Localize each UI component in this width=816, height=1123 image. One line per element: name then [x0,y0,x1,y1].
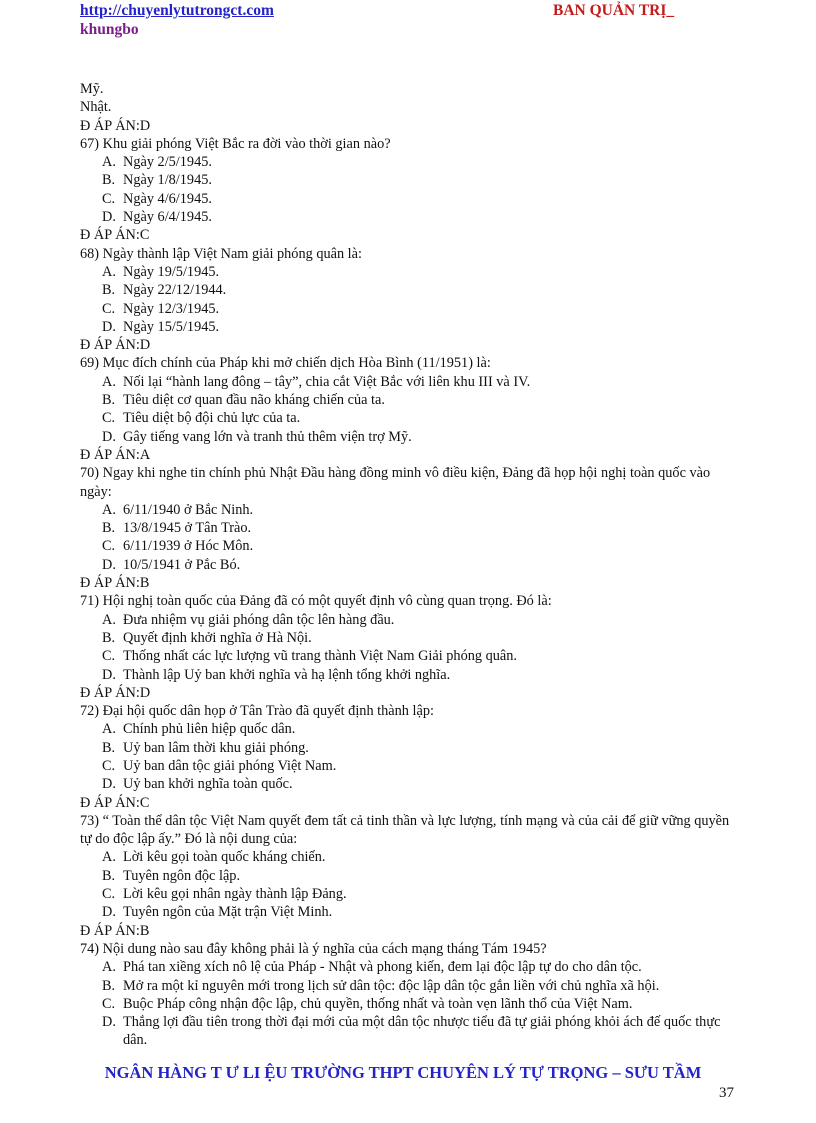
option-letter: A. [102,611,116,628]
option-text: Quyết định khởi nghĩa ở Hà Nội. [123,629,312,646]
option-letter: A. [102,721,116,738]
document-body [80,80,740,1050]
option-text: Thành lập Uỷ ban khởi nghĩa và hạ lệnh tổng khởi nghĩa. [123,666,451,683]
option-letter: A. [102,154,116,171]
question-text: 67) Khu giải phóng Việt Bắc ra đời vào thời gian nào? [80,135,391,152]
option-letter: C. [102,757,116,774]
option-text: Tuyên ngôn của Mặt trận Việt Minh. [123,904,333,921]
answer-option [80,153,740,171]
option-letter: D. [102,556,116,573]
answer-option [80,391,740,409]
option-text: Uỷ ban lâm thời khu giải phóng. [123,739,309,756]
option-text: Mở ra một kỉ nguyên mới trong lịch sử dân tộc: độc lập dân tộc gắn liền với chủ nghĩa xã hội. [123,977,660,994]
option-letter: B. [102,520,116,537]
answer-option [80,848,740,866]
answer-option [80,428,740,446]
answer-line: Đ ÁP ÁN:A [80,446,151,463]
option-letter: B. [102,282,116,299]
option-text: Ngày 22/12/1944. [123,282,227,299]
option-text: Lời kêu gọi toàn quốc kháng chiến. [123,849,326,866]
option-letter: A. [102,959,116,976]
option-text: 13/8/1945 ở Tân Trào. [123,520,252,537]
header-admin-label: BAN QUẢN TRỊ_ [553,2,675,19]
answer-option [80,775,740,793]
option-letter: A. [102,849,116,866]
option-letter: D. [102,666,116,683]
answer-option [80,501,740,519]
answer-line: Đ ÁP ÁN:C [80,794,150,811]
answer-option [80,300,740,318]
option-text: Tuyên ngôn độc lập. [123,867,241,884]
option-text: 6/11/1939 ở Hóc Môn. [123,538,254,555]
option-text: Thống nhất các lực lượng vũ trang thành Việt Nam Giải phóng quân. [123,648,517,665]
answer-option [80,519,740,537]
answer-option [80,263,740,281]
answer-option [80,958,740,976]
question-text: 68) Ngày thành lập Việt Nam giải phóng quân là: [80,245,362,262]
option-letter: D. [102,776,116,793]
question-text: 70) Ngay khi nghe tin chính phủ Nhật Đầu hàng đồng minh vô điều kiện, Đảng đã họp hội nghị toàn quốc vào ngày: [80,465,711,500]
option-text: Đưa nhiệm vụ giải phóng dân tộc lên hàng đầu. [123,611,395,628]
option-text: Ngày 6/4/1945. [123,209,212,226]
answer-line: Đ ÁP ÁN:B [80,922,150,939]
option-text: Ngày 2/5/1945. [123,154,212,171]
answer-option [80,739,740,757]
option-text: Thắng lợi đầu tiên trong thời đại mới của một dân tộc nhược tiểu đã tự giải phóng khỏi ách đế quốc thực dân. [123,1014,721,1049]
header-website-link[interactable]: http://chuyenlytutrongct.com [80,2,274,19]
header-sub-label: khungbo [80,21,139,38]
option-letter: C. [102,410,116,427]
answer-line: Đ ÁP ÁN:B [80,575,150,592]
answer-option [80,208,740,226]
option-letter: B. [102,392,116,409]
option-letter: A. [102,263,116,280]
option-text: Ngày 4/6/1945. [123,190,212,207]
option-text: Gây tiếng vang lớn và tranh thủ thêm viện trợ Mỹ. [123,428,412,445]
option-letter: C. [102,648,116,665]
option-letter: C. [102,190,116,207]
answer-option [80,1013,740,1050]
option-letter: C. [102,300,116,317]
option-letter: A. [102,501,116,518]
answer-option [80,318,740,336]
option-text: 10/5/1941 ở Pắc Bó. [123,556,241,573]
question-text: 69) Mục đích chính của Pháp khi mở chiến dịch Hòa Bình (11/1951) là: [80,355,491,372]
option-text: Tiêu diệt bộ đội chủ lực của ta. [123,410,301,427]
answer-option [80,556,740,574]
intro-line: Nhật. [80,99,112,116]
option-letter: D. [102,209,116,226]
answer-line: Đ ÁP ÁN:D [80,117,151,134]
option-text: Phá tan xiềng xích nô lệ của Pháp - Nhật và phong kiến, đem lại độc lập tự do cho dân tộc. [123,959,642,976]
option-letter: D. [102,1014,116,1031]
question-text: 71) Hội nghị toàn quốc của Đảng đã có một quyết định vô cùng quan trọng. Đó là: [80,593,552,610]
answer-option [80,995,740,1013]
option-text: Ngày 12/3/1945. [123,300,220,317]
answer-option [80,867,740,885]
option-letter: C. [102,995,116,1012]
option-letter: B. [102,867,116,884]
answer-line: Đ ÁP ÁN:D [80,684,151,701]
footer-title: NGÂN HÀNG T Ư LI ỆU TRƯỜNG THPT CHUYÊN LÝ TỰ TRỌNG – SƯU TẦM [104,1063,702,1082]
option-letter: B. [102,172,116,189]
option-text: Tiêu diệt cơ quan đầu não kháng chiến của ta. [123,392,385,409]
option-letter: B. [102,977,116,994]
answer-option [80,171,740,189]
answer-option [80,537,740,555]
answer-line: Đ ÁP ÁN:C [80,227,150,244]
answer-option [80,885,740,903]
answer-option [80,647,740,665]
answer-option [80,977,740,995]
answer-option [80,757,740,775]
option-text: Chính phủ liên hiệp quốc dân. [123,721,296,738]
question-text: 73) “ Toàn thể dân tộc Việt Nam quyết đem tất cả tinh thần và lực lượng, tính mạng và của cải để giữ vững quyền tự do độc lập ấy.” Đó là nội dung của: [80,812,730,848]
answer-option [80,281,740,299]
option-text: Uỷ ban dân tộc giải phóng Việt Nam. [123,757,337,774]
intro-line: Mỹ. [80,81,104,97]
answer-option [80,611,740,629]
option-letter: D. [102,428,116,445]
option-text: Nối lại “hành lang đông – tây”, chia cắt Việt Bắc với liên khu III và IV. [123,373,531,390]
answer-option [80,720,740,738]
answer-option [80,629,740,647]
question-text: 72) Đại hội quốc dân họp ở Tân Trào đã quyết định thành lập: [80,703,434,720]
option-letter: D. [102,904,116,921]
option-text: Uỷ ban khởi nghĩa toàn quốc. [123,776,293,793]
option-text: Lời kêu gọi nhân ngày thành lập Đảng. [123,886,347,903]
answer-option [80,903,740,921]
page-number: 37 [719,1085,734,1101]
option-letter: A. [102,373,116,390]
option-letter: B. [102,739,116,756]
option-letter: B. [102,629,116,646]
answer-option [80,666,740,684]
option-text: 6/11/1940 ở Bắc Ninh. [123,501,254,518]
answer-option [80,373,740,391]
answer-option [80,409,740,427]
option-text: Buộc Pháp công nhận độc lập, chủ quyền, thống nhất và toàn vẹn lãnh thổ của Việt Nam. [123,995,633,1012]
question-list [80,135,740,1050]
answer-option [80,190,740,208]
option-letter: C. [102,538,116,555]
option-text: Ngày 1/8/1945. [123,172,212,189]
question-text: 74) Nội dung nào sau đây không phải là ý nghĩa của cách mạng tháng Tám 1945? [80,940,547,957]
option-letter: D. [102,318,116,335]
option-letter: C. [102,886,116,903]
answer-line: Đ ÁP ÁN:D [80,337,151,354]
option-text: Ngày 15/5/1945. [123,318,220,335]
option-text: Ngày 19/5/1945. [123,263,220,280]
